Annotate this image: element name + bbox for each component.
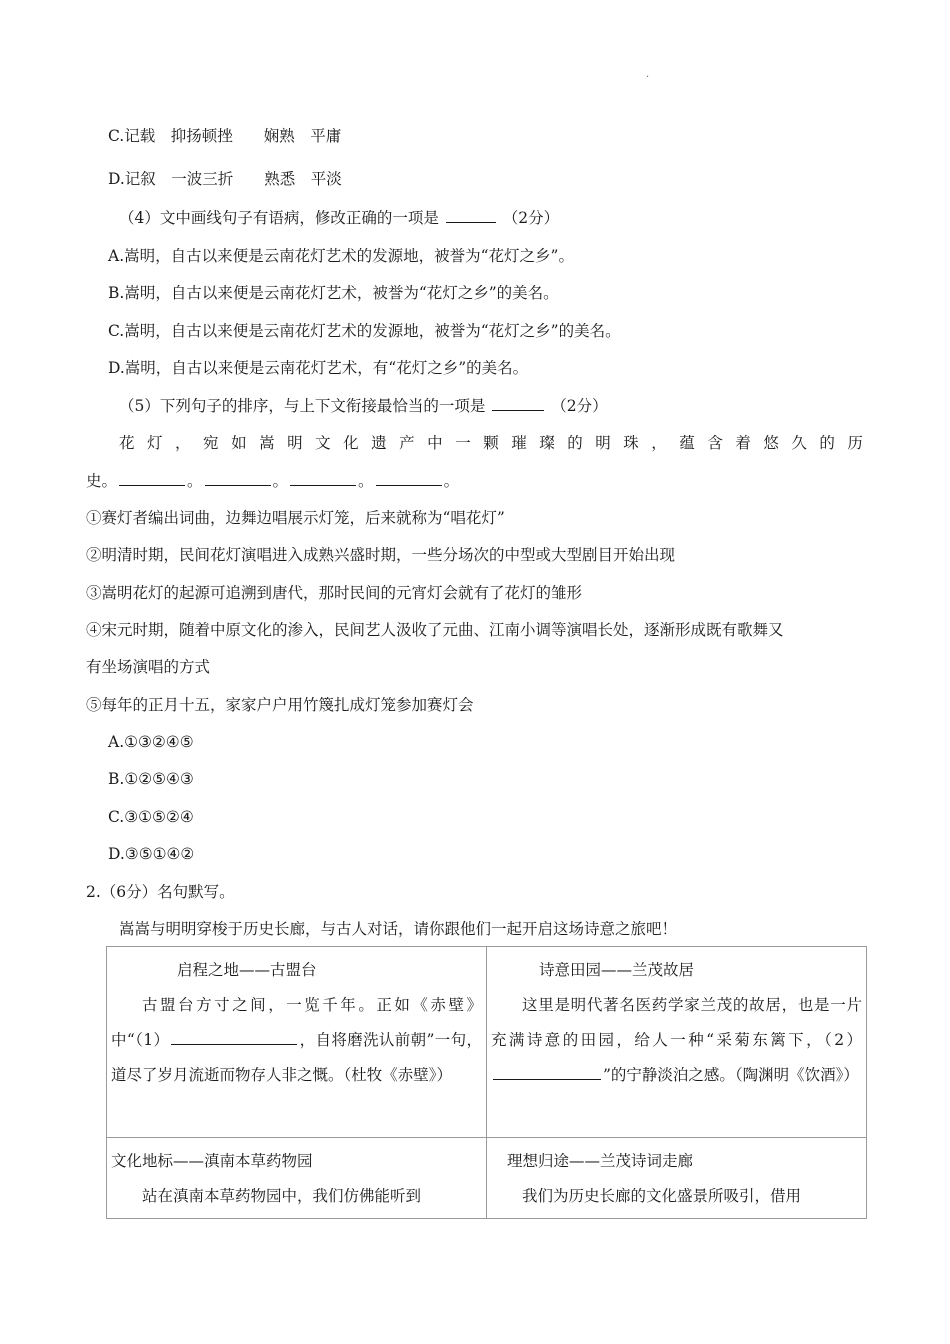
passage-char: 花 <box>119 434 135 452</box>
q5-option-b: B.①②⑤④③ <box>108 770 194 788</box>
passage-char: 如 <box>231 434 247 452</box>
passage-char: 悠 <box>763 434 779 452</box>
passage-char: ， <box>175 434 191 452</box>
q4-stem <box>119 207 559 229</box>
q5-score: （2分） <box>551 397 608 415</box>
option-c-prev: C.记载 抑扬顿挫 娴熟 平庸 <box>108 127 342 145</box>
cell-text-a: 这里是明代著名医药学家兰茂的故居，也是一片充满诗意的田园，给人一种“采菊东篱下，（2） <box>491 996 862 1049</box>
cell-text: 站在滇南本草药物园中，我们仿佛能听到 <box>142 1187 422 1205</box>
option-d-prev: D.记叙 一波三折 熟悉 平淡 <box>108 170 342 188</box>
passage-char: 产 <box>399 434 415 452</box>
passage-char: 璨 <box>539 434 555 452</box>
q4-option-d: D.嵩明，自古以来便是云南花灯艺术，有“花灯之乡”的美名。 <box>108 359 529 377</box>
q4-answer-blank[interactable] <box>446 208 496 223</box>
passage-char: ， <box>651 434 667 452</box>
sentence-2: ②明清时期，民间花灯演唱进入成熟兴盛时期，一些分场次的中型或大型剧目开始出现 <box>86 546 676 564</box>
passage-char: 的 <box>819 434 835 452</box>
q4-stem-text: （4）文中画线句子有语病，修改正确的一项是 <box>119 209 439 227</box>
cell-title: 启程之地——古盟台 <box>177 961 317 979</box>
passage-char: 着 <box>735 434 751 452</box>
sentence-4: ④宋元时期，随着中原文化的渗入，民间艺人汲收了元曲、江南小调等演唱长处，逐渐形成既有歌舞又 <box>86 621 784 639</box>
table-row <box>107 947 867 1138</box>
cell-text-a: 古盟台方寸之间，一览千年。正如《赤壁》中“（1） <box>111 996 482 1049</box>
q4-option-c: C.嵩明，自古以来便是云南花灯艺术的发源地，被誉为“花灯之乡”的美名。 <box>108 322 621 340</box>
passage-char: 明 <box>287 434 303 452</box>
passage-char: 嵩 <box>259 434 275 452</box>
q5-stem <box>119 395 608 417</box>
passage-char: 文 <box>315 434 331 452</box>
q4-option-b: B.嵩明，自古以来便是云南花灯艺术，被誉为“花灯之乡”的美名。 <box>108 284 559 302</box>
passage-char: 灯 <box>147 434 163 452</box>
q4-score: （2分） <box>502 209 560 227</box>
cell-text-b: ”的宁静淡泊之感。（陶渊明《饮酒》） <box>603 1066 859 1084</box>
cell-poetry-corridor <box>487 1138 867 1219</box>
q5-option-d: D.③⑤①④② <box>108 845 195 863</box>
passage-char: 颗 <box>483 434 499 452</box>
cell-title: 理想归途——兰茂诗词走廊 <box>507 1152 694 1170</box>
passage-char: 璀 <box>511 434 527 452</box>
cell-text <box>491 988 862 1093</box>
q5-passage-line1 <box>119 432 863 454</box>
passage-char: 蕴 <box>679 434 695 452</box>
q5-option-a: A.①③②④⑤ <box>108 733 194 751</box>
sentence-3: ③嵩明花灯的起源可追溯到唐代，那时民间的元宵灯会就有了花灯的雏形 <box>86 584 583 602</box>
passage-char: 久 <box>791 434 807 452</box>
passage-char: 珠 <box>623 434 639 452</box>
cell-text: 我们为历史长廊的文化盛景所吸引，借用 <box>522 1187 802 1205</box>
cell-title: 诗意田园——兰茂故居 <box>539 961 695 979</box>
cell-gumengtai <box>107 947 487 1138</box>
sentence-1: ①赛灯者编出词曲，边舞边唱展示灯笼，后来就称为“唱花灯” <box>86 509 505 527</box>
cell-text <box>111 988 482 1093</box>
order-blank-3[interactable] <box>290 471 356 486</box>
q4-option-a: A.嵩明，自古以来便是云南花灯艺术的发源地，被誉为“花灯之乡”。 <box>108 247 574 265</box>
passage-line2-start: 史。 <box>86 472 118 490</box>
blank-2[interactable] <box>493 1065 601 1080</box>
passage-char: 一 <box>455 434 471 452</box>
sentence-4-cont: 有坐场演唱的方式 <box>86 658 211 676</box>
passage-char: 遗 <box>371 434 387 452</box>
q5-answer-blank[interactable] <box>492 396 544 411</box>
q2-heading: 2.（6分）名句默写。 <box>86 883 235 901</box>
q5-stem-text: （5）下列句子的排序，与上下文衔接最恰当的一项是 <box>119 397 486 415</box>
order-blank-1[interactable] <box>119 471 185 486</box>
passage-char: 中 <box>427 434 443 452</box>
cell-text-b: ，自将磨洗认前朝”一句，道尽了岁月流逝而物存人非之慨。（杜牧《赤壁》） <box>111 1031 482 1084</box>
q5-option-c: C.③①⑤②④ <box>108 808 194 826</box>
passage-char: 历 <box>847 434 863 452</box>
passage-char: 化 <box>343 434 359 452</box>
page-dot: · <box>646 72 650 83</box>
cell-lanmao-residence <box>487 947 867 1138</box>
passage-char: 明 <box>595 434 611 452</box>
order-blank-2[interactable] <box>205 471 271 486</box>
table-row <box>107 1138 867 1219</box>
sentence-5: ⑤每年的正月十五，家家户户用竹篾扎成灯笼参加赛灯会 <box>86 696 474 714</box>
order-blank-4[interactable] <box>376 471 442 486</box>
passage-char: 宛 <box>203 434 219 452</box>
cell-title: 文化地标——滇南本草药物园 <box>111 1152 313 1170</box>
passage-char: 的 <box>567 434 583 452</box>
passage-char: 含 <box>707 434 723 452</box>
q5-passage-line2: 史。 。 。 。 。 <box>86 472 460 490</box>
q2-intro: 嵩嵩与明明穿梭于历史长廊，与古人对话，请你跟他们一起开启这场诗意之旅吧！ <box>119 920 678 938</box>
poem-table <box>106 946 867 1219</box>
cell-herb-garden <box>107 1138 487 1219</box>
blank-1[interactable] <box>171 1030 297 1045</box>
